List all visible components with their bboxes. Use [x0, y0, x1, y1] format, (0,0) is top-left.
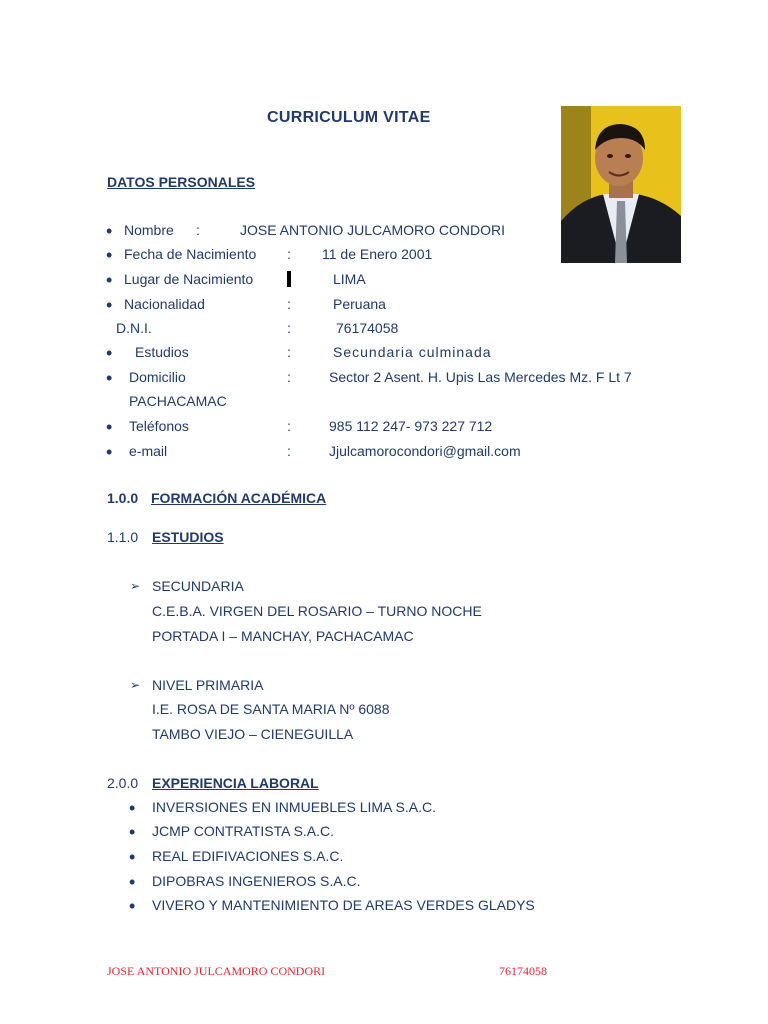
footer-dni: 76174058 — [499, 964, 547, 978]
separator: : — [287, 369, 291, 385]
bullet-icon: • — [129, 798, 136, 818]
bullet-icon: • — [129, 896, 136, 916]
value-fecha-nacimiento: 11 de Enero 2001 — [322, 246, 433, 262]
separator: : — [287, 443, 291, 459]
secundaria-title: SECUNDARIA — [152, 578, 244, 594]
value-dni: 76174058 — [336, 320, 399, 336]
separator: : — [287, 246, 291, 262]
section-number-formacion: 1.0.0 — [107, 490, 139, 506]
value-email: Jjulcamorocondori@gmail.com — [329, 443, 521, 459]
label-dni: D.N.I. — [116, 320, 152, 336]
separator: : — [287, 344, 291, 360]
bullet-icon: • — [106, 442, 113, 462]
section-number-experiencia: 2.0.0 — [107, 775, 139, 791]
bullet-icon: • — [129, 847, 136, 867]
list-item: DIPOBRAS INGENIEROS S.A.C. — [152, 873, 361, 889]
value-domicilio: Sector 2 Asent. H. Upis Las Mercedes Mz. F Lt 7 — [329, 369, 632, 385]
bullet-icon: • — [129, 872, 136, 892]
value-lugar-nacimiento: LIMA — [333, 271, 366, 287]
label-telefonos: Teléfonos — [129, 418, 189, 434]
label-estudios: Estudios — [135, 344, 189, 360]
page-title: CURRICULUM VITAE — [267, 109, 431, 126]
primaria-line1: I.E. ROSA DE SANTA MARIA Nº 6088 — [152, 701, 390, 717]
value-domicilio-cont: PACHACAMAC — [129, 393, 227, 409]
label-nacionalidad: Nacionalidad — [124, 296, 205, 312]
secundaria-line1: C.E.B.A. VIRGEN DEL ROSARIO – TURNO NOCHE — [152, 603, 482, 619]
section-heading-datos-personales: DATOS PERSONALES — [107, 174, 256, 190]
bullet-icon: • — [106, 295, 113, 315]
section-heading-formacion: FORMACIÓN ACADÉMICA — [151, 490, 327, 506]
section-heading-estudios: ESTUDIOS — [152, 529, 224, 545]
bullet-icon: • — [106, 245, 113, 265]
bullet-icon: • — [106, 343, 113, 363]
arrow-bullet-icon: ➢ — [130, 579, 141, 593]
value-nacionalidad: Peruana — [333, 296, 386, 312]
value-telefonos: 985 112 247- 973 227 712 — [329, 418, 493, 434]
label-email: e-mail — [129, 443, 168, 459]
section-number-estudios: 1.1.0 — [107, 529, 139, 545]
text-cursor — [287, 271, 291, 287]
arrow-bullet-icon: ➢ — [130, 678, 141, 692]
separator: : — [196, 222, 200, 238]
label-domicilio: Domicilio — [129, 369, 186, 385]
bullet-icon: • — [106, 221, 113, 241]
bullet-icon: • — [129, 822, 136, 842]
list-item: REAL EDIFIVACIONES S.A.C. — [152, 848, 344, 864]
profile-photo — [561, 106, 681, 263]
list-item: JCMP CONTRATISTA S.A.C. — [152, 823, 335, 839]
footer-name: JOSE ANTONIO JULCAMORO CONDORI — [107, 964, 326, 978]
separator: : — [287, 320, 291, 336]
primaria-title: NIVEL PRIMARIA — [152, 677, 264, 693]
label-nombre: Nombre — [124, 222, 174, 238]
list-item: VIVERO Y MANTENIMIENTO DE AREAS VERDES GLADYS — [152, 897, 535, 913]
label-lugar-nacimiento: Lugar de Nacimiento — [124, 271, 254, 287]
label-fecha-nacimiento: Fecha de Nacimiento — [124, 246, 257, 262]
person-portrait-icon — [561, 106, 681, 263]
bullet-icon: • — [106, 368, 113, 388]
separator: : — [287, 418, 291, 434]
primaria-line2: TAMBO VIEJO – CIENEGUILLA — [152, 726, 354, 742]
bullet-icon: • — [106, 417, 113, 437]
list-item: INVERSIONES EN INMUEBLES LIMA S.A.C. — [152, 799, 436, 815]
section-heading-experiencia: EXPERIENCIA LABORAL — [152, 775, 319, 791]
separator: : — [287, 296, 291, 312]
value-nombre: JOSE ANTONIO JULCAMORO CONDORI — [240, 222, 505, 238]
value-estudios: Secundaria culminada — [333, 344, 492, 360]
bullet-icon: • — [106, 270, 113, 290]
secundaria-line2: PORTADA I – MANCHAY, PACHACAMAC — [152, 628, 414, 644]
